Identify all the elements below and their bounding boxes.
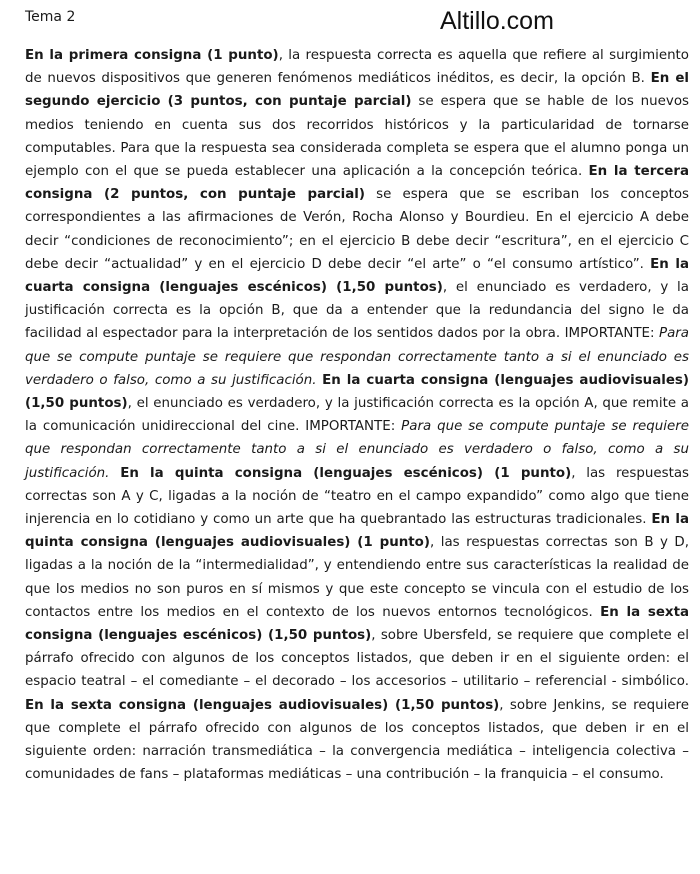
- consigna-4-escenicos-heading: En la cuarta consigna (lenguajes escénicos) (1,50 puntos): [25, 256, 689, 296]
- consigna-1-heading: En la primera consigna (1 punto): [25, 48, 279, 63]
- consigna-5-audiovisuales-heading: En la quinta consigna (lenguajes audiovisuales) (1 punto): [25, 512, 690, 551]
- ejercicio-2-heading: En el segundo ejercicio (3 puntos, con puntaje parcial): [25, 71, 689, 110]
- consigna-6-escenicos-text: , sobre Ubersfeld, se requiere que complete el párrafo ofrecido con algunos de los conceptos listados, que deben ir en el siguiente orden: el espacio teatral – el comediante – el decorado – los accesorios – utilitario – referencial - simbólico.: [25, 628, 689, 690]
- consigna-6-audiovisuales-heading: En la sexta consigna (lenguajes audiovisuales) (1,50 puntos): [25, 697, 500, 713]
- consigna-1-text: , la respuesta correcta es aquella que refiere al surgimiento de nuevos dispositivos que generen fenómenos mediáticos inéditos, es decir, la opción B.: [25, 48, 689, 87]
- consigna-4-escenicos-note: Para que se compute puntaje se requiere que respondan correctamente tanto a si el enunciado es verdadero o falso, como a su justificación.: [25, 326, 689, 388]
- site-logo: Altillo.com: [440, 7, 554, 35]
- topic-label: Tema 2: [25, 9, 76, 25]
- consigna-6-audiovisuales-text: , sobre Jenkins, se requiere que complete el párrafo ofrecido con algunos de los conceptos listados, que deben ir en el siguiente orden: narración transmediática – la convergencia mediática – inteligencia colectiva – comunidades de fans – plataformas mediáticas – una contribución – la franquicia – el consumo.: [25, 697, 689, 783]
- consigna-3-text: se espera que se escriban los conceptos correspondientes a las afirmaciones de Verón, Rocha Alonso y Bourdieu. En el ejercicio A debe decir “condiciones de reconocimiento”; en el ejercicio B debe decir “escritura”, en el ejercicio C debe decir “actualidad” y en el ejercicio D debe decir “el arte” o “el consumo artístico”.: [25, 187, 689, 272]
- consigna-4-audiovisuales-note: Para que se compute puntaje se requiere que respondan correctamente tanto a si el enunciado es verdadero o falso, como a su justificación.: [25, 419, 689, 481]
- ejercicio-2-text: se espera que se hable de los nuevos medios teniendo en cuenta sus dos recorridos históricos y la particularidad de tornarse computables. Para que la respuesta sea considerada completa se espera que el alumno ponga un ejemplo con el que se pueda establecer una aplicación a la concepción teórica.: [25, 94, 689, 180]
- consigna-5-escenicos-text: , las respuestas correctas son A y C, ligadas a la noción de “teatro en el campo expandido” como algo que tiene injerencia en lo cotidiano y como un arte que ha quebrantado las estructuras tradicionales.: [25, 465, 689, 528]
- consigna-6-escenicos-heading: En la sexta consigna (lenguajes escénicos) (1,50 puntos): [25, 604, 690, 644]
- consigna-4-audiovisuales-text: , el enunciado es verdadero, y la justificación correcta es la opción A, que remite a la comunicación unidireccional del cine. IMPORTANTE:: [25, 396, 689, 435]
- answer-key-paragraph: [25, 44, 689, 787]
- consigna-5-escenicos-heading: En la quinta consigna (lenguajes escénicos) (1 punto): [120, 465, 572, 481]
- consigna-3-heading: En la tercera consigna (2 puntos, con puntaje parcial): [25, 164, 689, 203]
- consigna-4-audiovisuales-heading: En la cuarta consigna (lenguajes audiovisuales) (1,50 puntos): [25, 372, 689, 412]
- consigna-4-escenicos-text: , el enunciado es verdadero, y la justificación correcta es la opción B, que da a entender que la redundancia del signo le da facilidad al espectador para la interpretación de los sentidos dados por la obra. IMPORTANTE:: [25, 280, 689, 342]
- consigna-5-audiovisuales-text: , las respuestas correctas son B y D, ligadas a la noción de la “intermedialidad”, y entendiendo entre sus características la realidad de que los medios no son puros en sí mismos y que este concepto se vincula con el estudio de los contactos entre los medios en el contexto de los nuevos entornos tecnológicos.: [25, 535, 689, 620]
